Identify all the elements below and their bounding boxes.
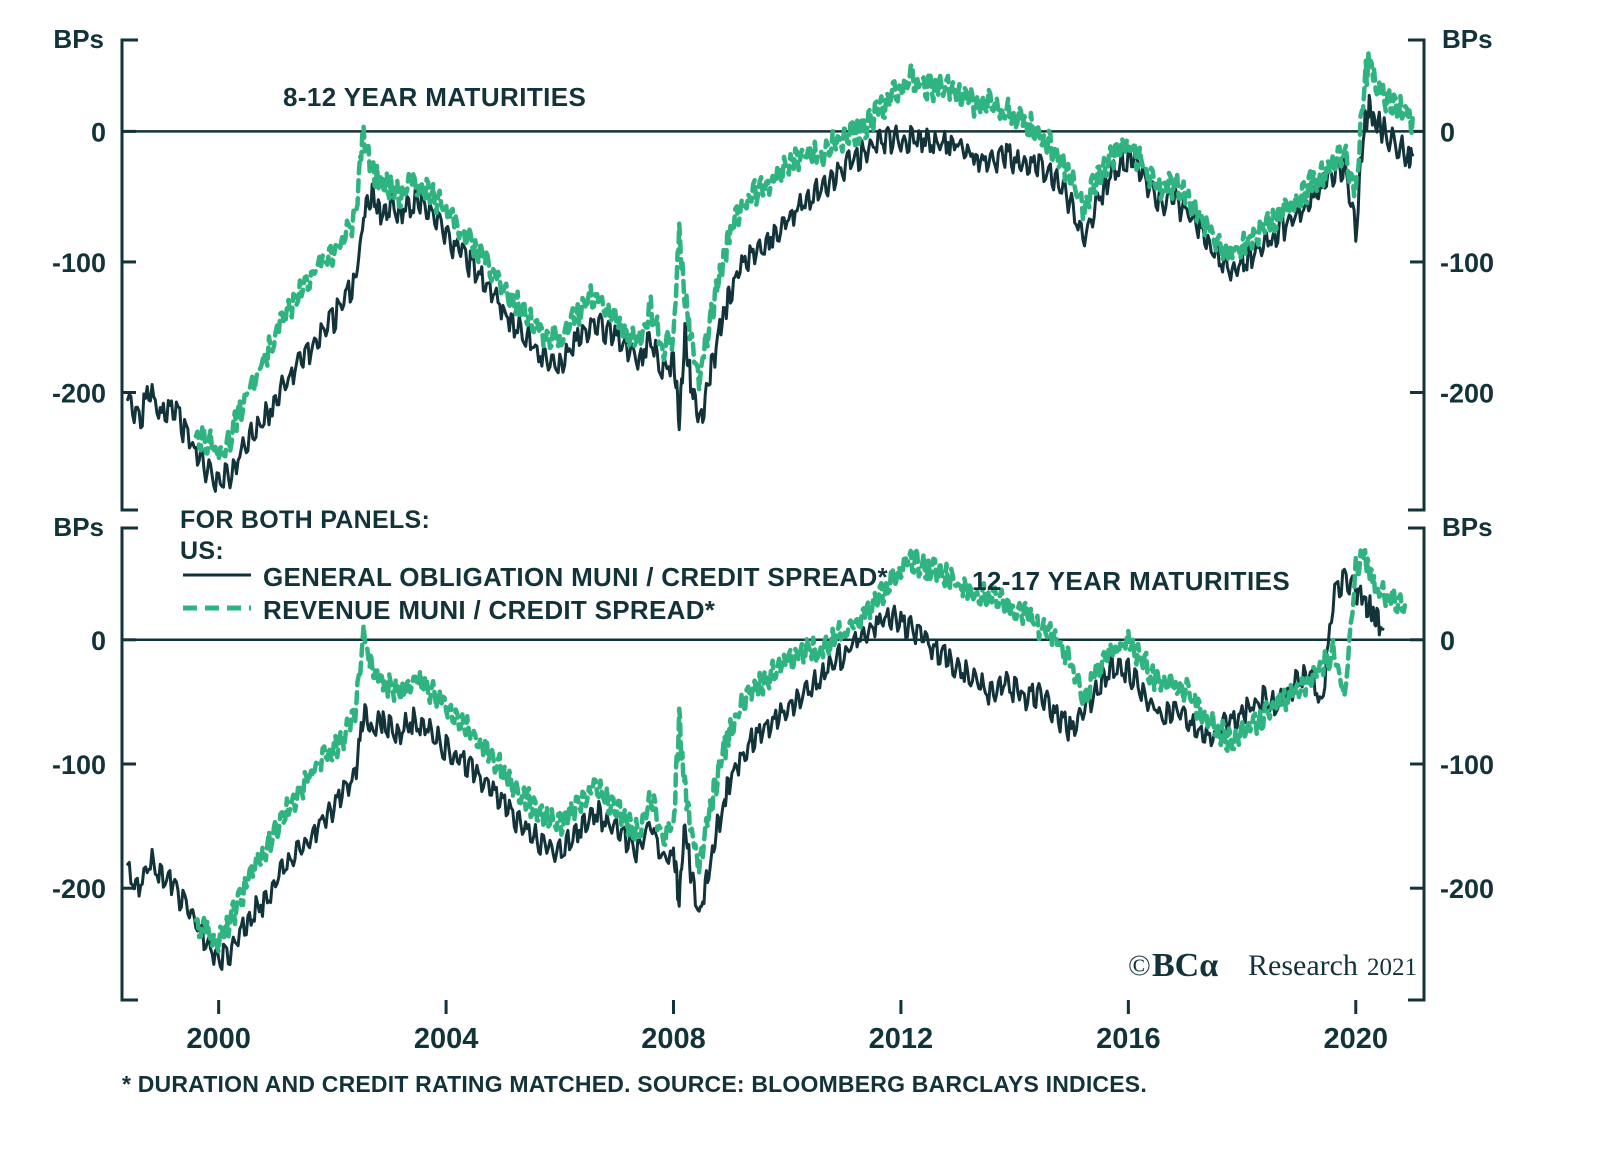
y-tick-label-right: 0 xyxy=(1440,117,1456,148)
y-tick-label-right: 0 xyxy=(1440,625,1456,656)
x-tick-label: 2012 xyxy=(868,1023,934,1055)
copyright-year: 2021 xyxy=(1367,954,1417,981)
copyright-symbol: © xyxy=(1128,949,1151,982)
legend-header-us: US: xyxy=(180,537,224,565)
y-tick-label-left: 0 xyxy=(90,117,106,148)
axis-unit-right: BPs xyxy=(1442,512,1493,542)
top-panel xyxy=(52,24,1494,510)
y-tick-label-right: -100 xyxy=(1440,247,1495,278)
legend xyxy=(180,506,889,625)
left-axis xyxy=(122,40,138,510)
y-tick-label-right: -200 xyxy=(1440,874,1495,905)
x-tick-label: 2000 xyxy=(186,1023,251,1055)
copyright-brand: BCα xyxy=(1152,947,1219,984)
y-tick-label-right: -100 xyxy=(1440,750,1495,780)
y-tick-label-left: -100 xyxy=(51,750,106,780)
copyright xyxy=(1128,947,1417,984)
y-tick-label-left: -200 xyxy=(51,874,106,905)
y-tick-label-left: -200 xyxy=(51,378,106,409)
panel-title-bottom: 12-17 YEAR MATURITIES xyxy=(972,566,1291,596)
axis-unit-left: BPs xyxy=(53,512,104,542)
series-line-revenue xyxy=(196,54,1413,460)
x-tick-label: 2008 xyxy=(641,1023,706,1055)
footnote-text: * DURATION AND CREDIT RATING MATCHED. SOURCE: BLOOMBERG BARCLAYS INDICES. xyxy=(122,1071,1147,1097)
panel-title-top: 8-12 YEAR MATURITIES xyxy=(283,82,587,112)
y-tick-label-right: -200 xyxy=(1440,378,1495,409)
legend-label-revenue: REVENUE MUNI / CREDIT SPREAD* xyxy=(263,595,716,625)
axis-unit-left: BPs xyxy=(53,24,104,54)
y-tick-label-left: -100 xyxy=(51,247,106,278)
copyright-research: Research xyxy=(1248,949,1358,982)
x-tick-label: 2004 xyxy=(413,1023,479,1055)
legend-label-general-obligation: GENERAL OBLIGATION MUNI / CREDIT SPREAD* xyxy=(263,562,888,592)
x-tick-label: 2016 xyxy=(1096,1023,1161,1055)
y-tick-label-left: 0 xyxy=(90,625,106,656)
x-tick-label: 2020 xyxy=(1323,1023,1389,1055)
legend-header-both-panels: FOR BOTH PANELS: xyxy=(180,506,431,534)
series-line-general-obligation xyxy=(128,95,1413,491)
axis-unit-right: BPs xyxy=(1442,24,1493,54)
